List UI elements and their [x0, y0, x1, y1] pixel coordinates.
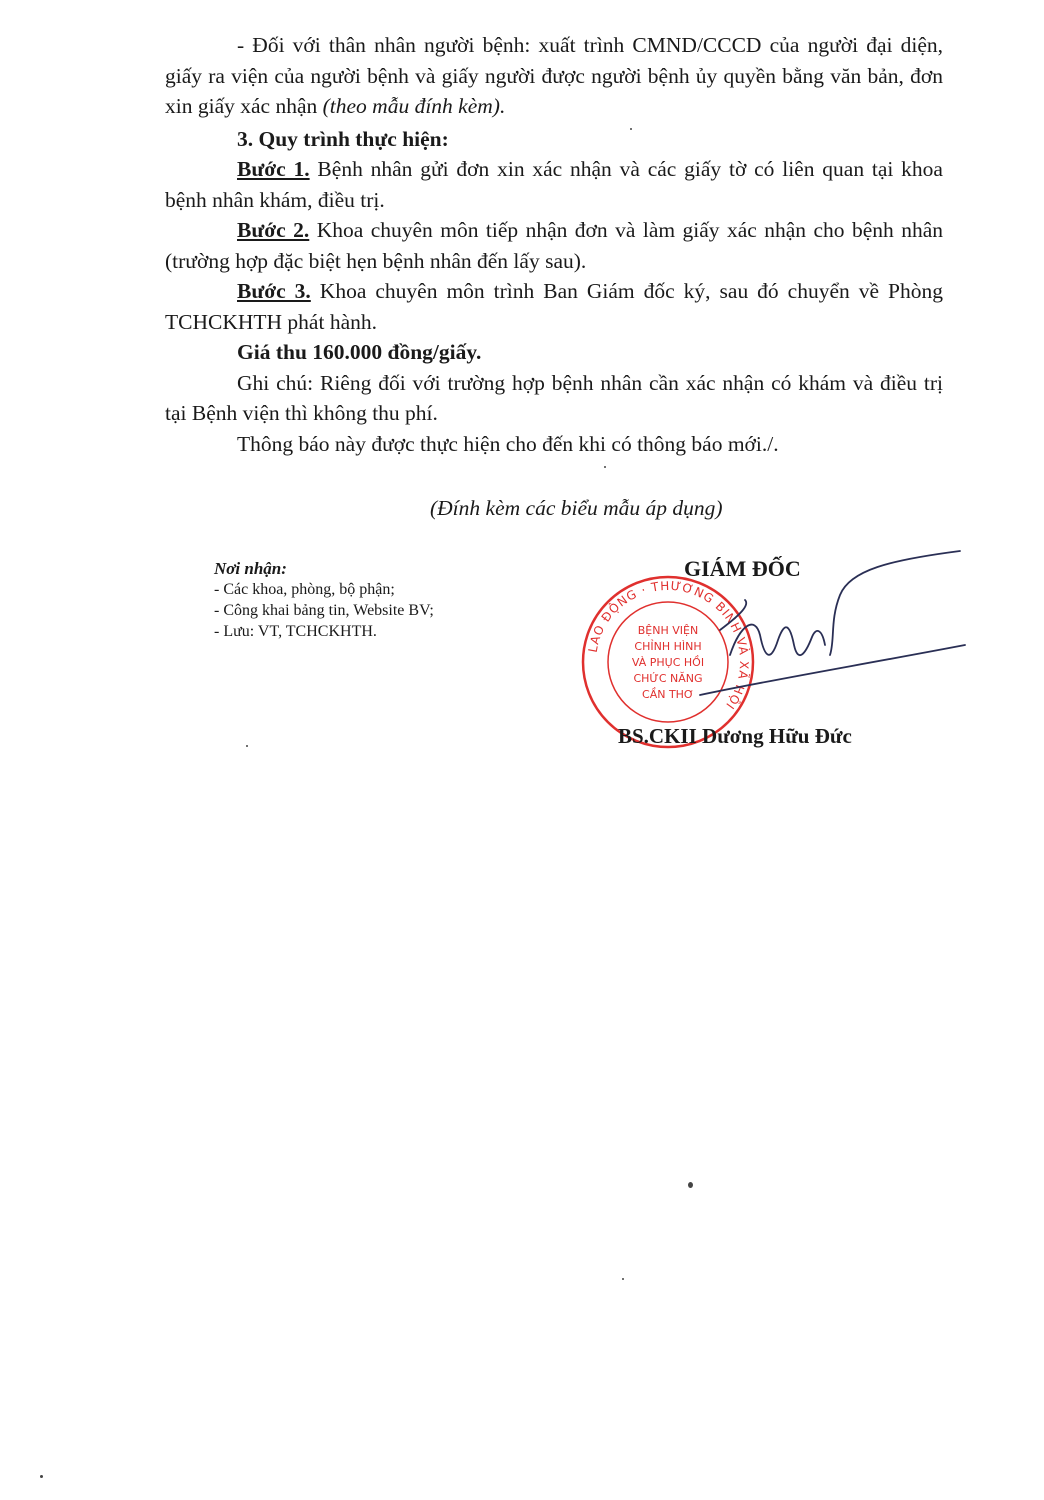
seal-line: CHỨC NĂNG	[633, 672, 703, 685]
scan-speck	[246, 745, 248, 747]
relatives-paragraph	[165, 30, 943, 122]
recipient-item: - Lưu: VT, TCHCKHTH.	[214, 623, 377, 640]
document-body	[165, 30, 943, 459]
signer-title: GIÁM ĐỐC	[684, 556, 801, 581]
scan-speck	[40, 1475, 43, 1478]
seal-line: CHỈNH HÌNH	[634, 640, 702, 653]
step-1-label: Bước 1.	[237, 157, 310, 181]
step-2-label: Bước 2.	[237, 218, 310, 242]
seal-line: CẦN THƠ	[642, 688, 694, 701]
seal-line: VÀ PHỤC HỒI	[631, 656, 705, 669]
relatives-text: - Đối với thân nhân người bệnh: xuất trình CMND/CCCD của người đại diện, giấy ra viện của người bệnh và giấy người được người bệnh ủy quyền bằng văn bản, đơn xin giấy xác nhận	[165, 33, 943, 118]
step-3-paragraph	[165, 276, 943, 337]
scan-speck	[604, 466, 606, 468]
note-paragraph: Ghi chú: Riêng đối với trường hợp bệnh nhân cần xác nhận có khám và điều trị tại Bệnh viện thì không thu phí.	[165, 370, 943, 425]
scan-speck	[622, 1278, 624, 1280]
seal-line: BỆNH VIỆN	[637, 624, 699, 637]
recipients-title: Nơi nhận:	[214, 559, 287, 578]
step-1-text: Bệnh nhân gửi đơn xin xác nhận và các giấy tờ có liên quan tại khoa bệnh nhân khám, điều trị.	[165, 157, 943, 212]
recipient-item: - Công khai bảng tin, Website BV;	[214, 602, 434, 619]
recipient-item: - Các khoa, phòng, bộ phận;	[214, 581, 395, 598]
section-3-heading: 3. Quy trình thực hiện:	[237, 126, 449, 151]
signer-name: BS.CKII Dương Hữu Đức	[618, 724, 852, 748]
scan-speck	[630, 128, 632, 130]
step-3-label: Bước 3.	[237, 279, 311, 303]
fee-line: Giá thu 160.000 đồng/giấy.	[237, 340, 482, 364]
step-2-paragraph	[165, 215, 943, 276]
scan-speck	[688, 1182, 693, 1188]
step-3-text: Khoa chuyên môn trình Ban Giám đốc ký, sau đó chuyển về Phòng TCHCKHTH phát hành.	[165, 279, 943, 334]
validity-paragraph: Thông báo này được thực hiện cho đến khi có thông báo mới./.	[237, 431, 779, 456]
recipients-block	[214, 558, 434, 642]
seal-outer-text: LAO ĐỘNG · THƯƠNG BINH VÀ XÃ HỘI	[585, 578, 752, 713]
relatives-italic: (theo mẫu đính kèm).	[322, 94, 506, 118]
step-2-text: Khoa chuyên môn tiếp nhận đơn và làm giấy xác nhận cho bệnh nhân (trường hợp đặc biệt hẹn bệnh nhân đến lấy sau).	[165, 218, 943, 273]
step-1-paragraph	[165, 154, 943, 215]
attachment-note: (Đính kèm các biểu mẫu áp dụng)	[430, 496, 723, 520]
handwritten-signature	[690, 545, 970, 705]
